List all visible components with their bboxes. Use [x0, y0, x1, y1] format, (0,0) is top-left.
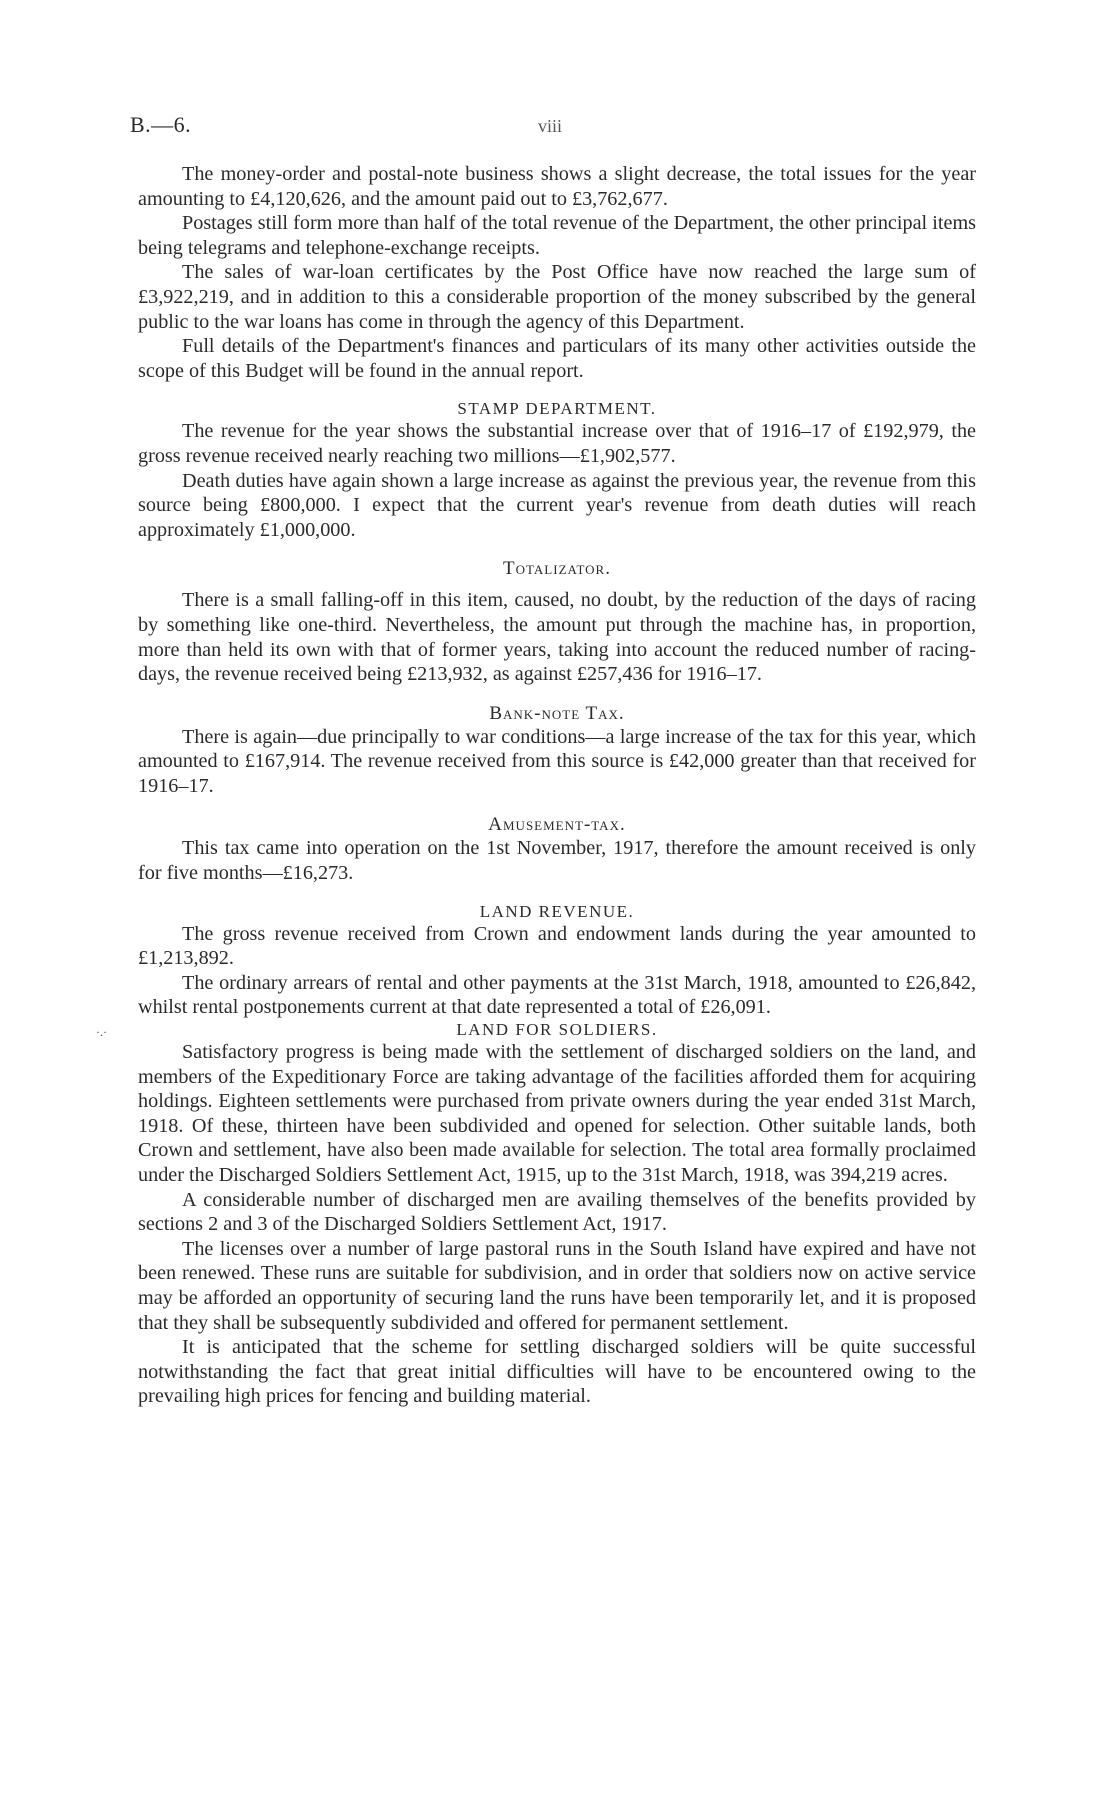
paragraph-soldiers-benefits: A considerable number of discharged men are availing themselves of the benefits provided by sections 2 and 3 of the Discharged Soldiers Settlement Act, 1917.	[138, 1188, 976, 1236]
paragraph-money-order: The money-order and postal-note business shows a slight decrease, the total issues for the year amounting to £4,120,626, and the amount paid out to £3,762,677.	[138, 163, 976, 210]
heading-totalizator: Totalizator.	[503, 558, 611, 580]
paragraph-death-duties: Death duties have again shown a large increase as against the previous year, the revenue from this source being £800,000. I expect that the current year's revenue from death duties will reach approximately £1,000,000.	[138, 469, 976, 541]
heading-stamp-department: STAMP DEPARTMENT.	[457, 399, 657, 419]
document-body	[138, 162, 976, 1409]
paragraph-amusement-tax: This tax came into operation on the 1st November, 1917, therefore the amount received is only for five months—£16,273.	[138, 837, 976, 885]
paragraph-full-details: Full details of the Department's finances and particulars of its many other activities outside the scope of this Budget will be found in the annual report.	[138, 335, 976, 382]
document-reference: B.—6.	[130, 112, 192, 137]
paragraph-soldiers-progress: Satisfactory progress is being made with the settlement of discharged soldiers on the land, and members of the Expeditionary Force are taking advantage of the facilities afforded them for acquiring holdings. Eighteen settlements were purchased from private owners during the year ended 31st March, 1918. Of these, thirteen have been subdivided and opened for selection. Other suitable lands, both Crown and settlement, have also been made available for selection. The total area formally proclaimed under the Discharged Soldiers Settlement Act, 1915, up to the 31st March, 1918, was 394,219 acres.	[138, 1041, 976, 1186]
paragraph-war-loan: The sales of war-loan certificates by the Post Office have now reached the large sum of £3,922,219, and in addition to this a considerable proportion of the money subscribed by the general public to the war loans has come in through the agency of this Department.	[138, 261, 976, 333]
paragraph-soldiers-scheme: It is anticipated that the scheme for settling discharged soldiers will be quite successful notwithstanding the fact that great initial difficulties will have to be encountered owing to the prevailing high prices for fencing and building material.	[138, 1336, 976, 1408]
paragraph-soldiers-licenses: The licenses over a number of large pastoral runs in the South Island have expired and have not been renewed. These runs are suitable for subdivision, and in order that soldiers now on active service may be afforded an opportunity of securing land the runs have been temporarily let, and it is proposed that they shall be subsequently subdivided and offered for permanent settlement.	[138, 1237, 976, 1334]
paragraph-totalizator: There is a small falling-off in this item, caused, no doubt, by the reduction of the days of racing by something like one-third. Nevertheless, the amount put through the machine has, in proportion, more than held its own with that of former years, taking into account the reduced number of racing-days, the revenue received being £213,932, as against £257,436 for 1916–17.	[138, 589, 976, 686]
margin-mark: ·.·	[96, 1025, 107, 1039]
heading-amusement-tax: Amusement-tax.	[488, 814, 626, 836]
heading-land-revenue: LAND REVENUE.	[479, 901, 635, 921]
page-number: viii	[538, 116, 563, 136]
paragraph-land-revenue-gross: The gross revenue received from Crown and endowment lands during the year amounted to £1,213,892.	[138, 922, 976, 970]
paragraph-stamp-revenue: The revenue for the year shows the substantial increase over that of 1916–17 of £192,979, the gross revenue received nearly reaching two millions—£1,902,577.	[138, 420, 976, 467]
paragraph-postages: Postages still form more than half of the total revenue of the Department, the other principal items being telegrams and telephone-exchange receipts.	[138, 212, 976, 259]
heading-land-for-soldiers: LAND FOR SOLDIERS.	[456, 1020, 658, 1040]
paragraph-land-revenue-arrears: The ordinary arrears of rental and other payments at the 31st March, 1918, amounted to £26,842, whilst rental postponements current at that date represented a total of £26,091.	[138, 971, 976, 1019]
paragraph-bank-note-tax: There is again—due principally to war conditions—a large increase of the tax for this year, which amounted to £167,914. The revenue received from this source is £42,000 greater than that received for 1916–17.	[138, 725, 976, 797]
heading-bank-note-tax: Bank-note Tax.	[489, 702, 625, 724]
